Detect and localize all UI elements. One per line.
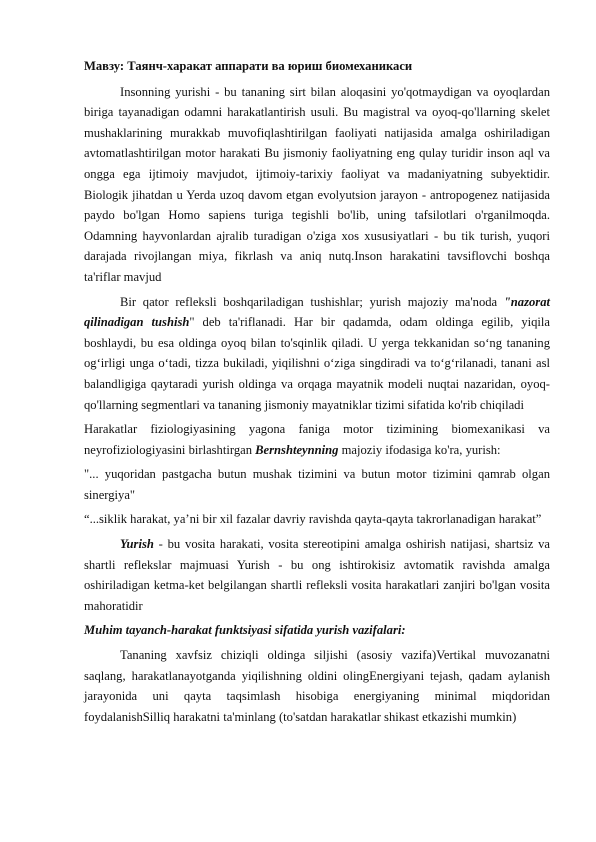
- paragraph-text: - bu vosita harakati, vosita stereotipini amalga oshirish natijasi, shartsiz va shartli reflekslar majmuasi Yurish - bu ong ishtirokisiz avtomatik ravishda amalga oshiriladigan ketma-ket belgilangan shartli refleksli vosita harakatlari zanjiri bo'lgan vosita mahoratidir: [84, 537, 550, 613]
- paragraph-walking-definition: [84, 534, 550, 616]
- paragraph-bernstein: [84, 419, 550, 460]
- quote-cyclic-motion: “...siklik harakat, ya’ni bir xil fazalar davriy ravishda qayta-qayta takrorlanadigan harakat”: [84, 512, 542, 527]
- paragraph-text: Harakatlar fiziologiyasining yagona faniga motor tizimining biomexanikasi va neyrofiziologiyasini birlashtirgan: [84, 422, 550, 457]
- quote-synergy: "... yuqoridan pastgacha butun mushak tizimini va butun motor tizimini qamrab olgan sinergiya": [84, 467, 550, 502]
- emphasis-controlled-fall: "nazorat qilinadigan tushish: [84, 294, 550, 330]
- page-title: Мавзу: Таянч-харакат аппарати ва юриш биомеханикаси: [84, 59, 413, 73]
- emphasis-bernstein: Bernshteynning: [255, 442, 339, 457]
- emphasis-walking: Yurish: [120, 537, 154, 552]
- paragraph-walking-tasks: Tananing xavfsiz chiziqli oldinga siljishi (asosiy vazifa)Vertikal muvozanatni saqlang, harakatlanayotganda yiqilishning oldini olingEnergiyani tejash, qadam aylanish jarayonida uni qayta taqsimlash hisobiga energiyaning minimal miqdoridan foydalanishSilliq harakatni ta'minlang (to'satdan harakatlar shikast etkazishi mumkin): [84, 648, 550, 724]
- paragraph-text: Bir qator refleksli boshqariladigan tushishlar; yurish majoziy ma'noda: [120, 294, 504, 309]
- section-subheading: Muhim tayanch-harakat funktsiyasi sifatida yurish vazifalari:: [84, 623, 406, 638]
- paragraph-definition: Insonning yurishi - bu tananing sirt bilan aloqasini yo'qotmaydigan va oyoqlardan biriga tayanadigan odamni harakatlantirish usuli. Bu magistral va oyoq-qo'llarning skelet mushaklarining murakkab muvofiqlashtirilgan faoliyati natijasida amalga oshiriladigan avtomatlashtirilgan motor harakati Bu jismoniy faoliyatning eng qulay turidir inson aql va ongga ega ijtimoiy mavjudot, ijtimoiy-tarixiy faoliyat va madaniyatning subyektidir. Biologik jihatdan u Yerda uzoq davom etgan evolyutsion jarayon - antropogenez natijasida paydo bo'lgan Homo sapiens turiga tegishli bo'lib, uning tafsilotlari o'rganilmoqda. Odamning hayvonlardan ajralib turadigan o'ziga xos xususiyatlari - bu tik turish, yuqori darajada rivojlangan miya, fikrlash va aniq nutq.Inson harakatini tavsiflovchi boshqa ta'riflar mavjud: [84, 84, 550, 284]
- paragraph-text: majoziy ifodasiga ko'ra, yurish:: [338, 442, 501, 457]
- paragraph-controlled-fall: [84, 292, 550, 416]
- paragraph-text: " deb ta'riflanadi. Har bir qadamda, odam oldinga egilib, yiqila boshlaydi, bu esa oldinga oyoq bilan to'sqinlik qiladi. U yerga tekkanidan so‘ng tananing og‘irligi unga o‘tadi, tizza bukiladi, yiqilishni o‘ziga singdiradi va to‘g‘rilanadi, tanani asl balandligiga qaytaradi yurish oldinga va orqaga mayatnik modeli nuqtai nazaridan, oyoq-qo'llarning segmentlari va tananing jismoniy mayatniklar tizimi sifatida ko'rib chiqiladi: [84, 315, 551, 412]
